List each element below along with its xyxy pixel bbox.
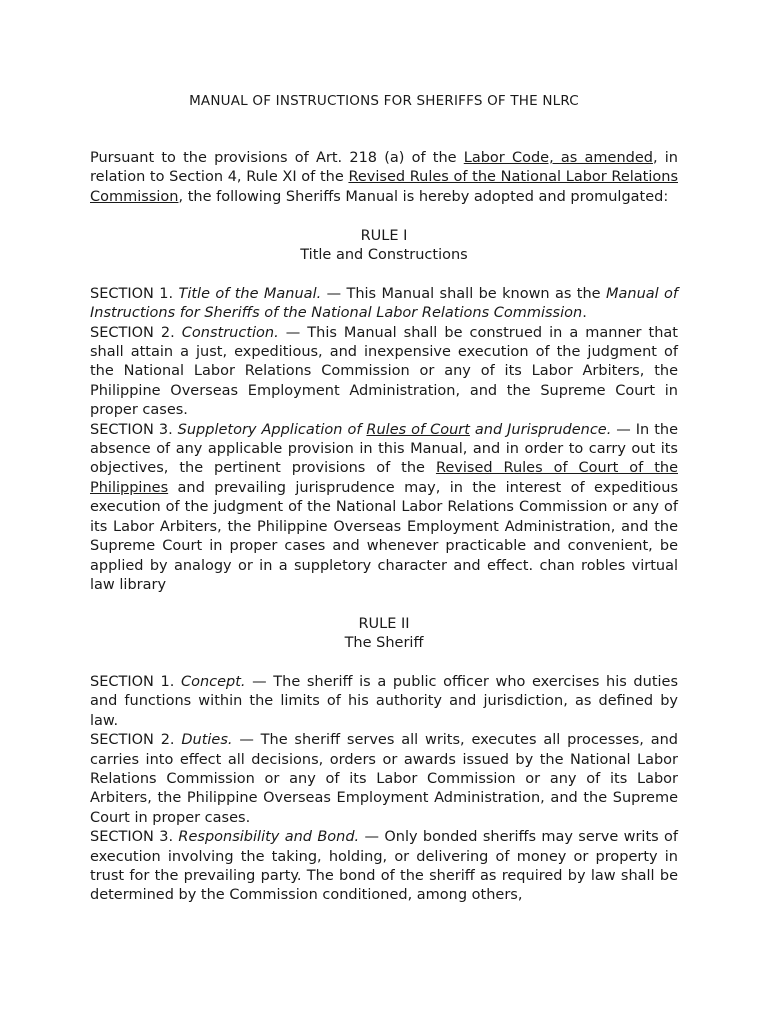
rule-2-section-2: SECTION 2. Duties. — The sheriff serves all writs, executes all processes, and carries into effect all decisions, orders or awards issued by the National Labor Relations Commission or any of its Labor Commission or any of its Labor Arbiters, the Philippine Overseas Employment Administration, and the Supreme Court in proper cases. [90, 732, 678, 826]
rule-2-section-3: SECTION 3. Responsibility and Bond. — Only bonded sheriffs may serve writs of execution involving the taking, holding, or delivering of money or property in trust for the prevailing party. The bond of the sheriff as required by law shall be determined by the Commission conditioned, among others, [90, 829, 678, 904]
labor-code-link[interactable]: Labor Code, as amended [463, 150, 653, 166]
document-title: MANUAL OF INSTRUCTIONS FOR SHERIFFS OF THE NLRC [189, 93, 579, 109]
rule-2-section-1: SECTION 1. Concept. — The sheriff is a public officer who exercises his duties and functions within the limits of his authority and jurisdiction, as defined by law. [90, 673, 679, 729]
rule-1-section-2: SECTION 2. Construction. — This Manual shall be construed in a manner that shall attain a just, expeditious, and inexpensive execution of the judgment of the National Labor Relations Commission or any of its Labor Arbiters, the Philippine Overseas Employment Administration, and the Supreme Court in proper cases. [90, 324, 678, 419]
rules-of-court-link[interactable]: Rules of Court [366, 421, 470, 438]
rule-1-section-3: SECTION 3. Suppletory Application of Rules of Court and Jurisprudence. — In the absence of any applicable provision in this Manual, and in order to carry out its objectives, the pertinent provisions of the Revised Rules of Court of the Philippines and prevailing jurisprudence may, in the interest of expeditious execution of the judgment of the National Labor Relations Commission or any of its Labor Arbiters, the Philippine Overseas Employment Administration, and the Supreme Court in proper cases and whenever practicable and convenient, be applied by analogy or in a suppletory character and effect. chan robles virtual law library [90, 421, 678, 593]
document-body [90, 149, 678, 906]
intro-paragraph: Pursuant to the provisions of Art. 218 (a) of the Labor Code, as amended, in relation to Section 4, Rule XI of the Revised Rules of the National Labor Relations Commission, the following Sheriffs Manual is hereby adopted and promulgated: [90, 150, 678, 205]
rule-1-section-1: SECTION 1. Title of the Manual. — This Manual shall be known as the Manual of Instructions for Sheriffs of the National Labor Relations Commission. [90, 285, 679, 322]
rule-2-heading: RULE II [358, 615, 410, 632]
revised-rules-nlrc-link[interactable]: Revised Rules of the National Labor Relations Commission [90, 169, 678, 205]
rule-1-subheading: Title and Constructions [300, 247, 468, 264]
rule-2-subheading: The Sheriff [344, 635, 424, 652]
rule-1-heading: RULE I [360, 227, 408, 244]
revised-rules-of-court-link[interactable]: Revised Rules of Court of the Philippines [90, 460, 678, 496]
